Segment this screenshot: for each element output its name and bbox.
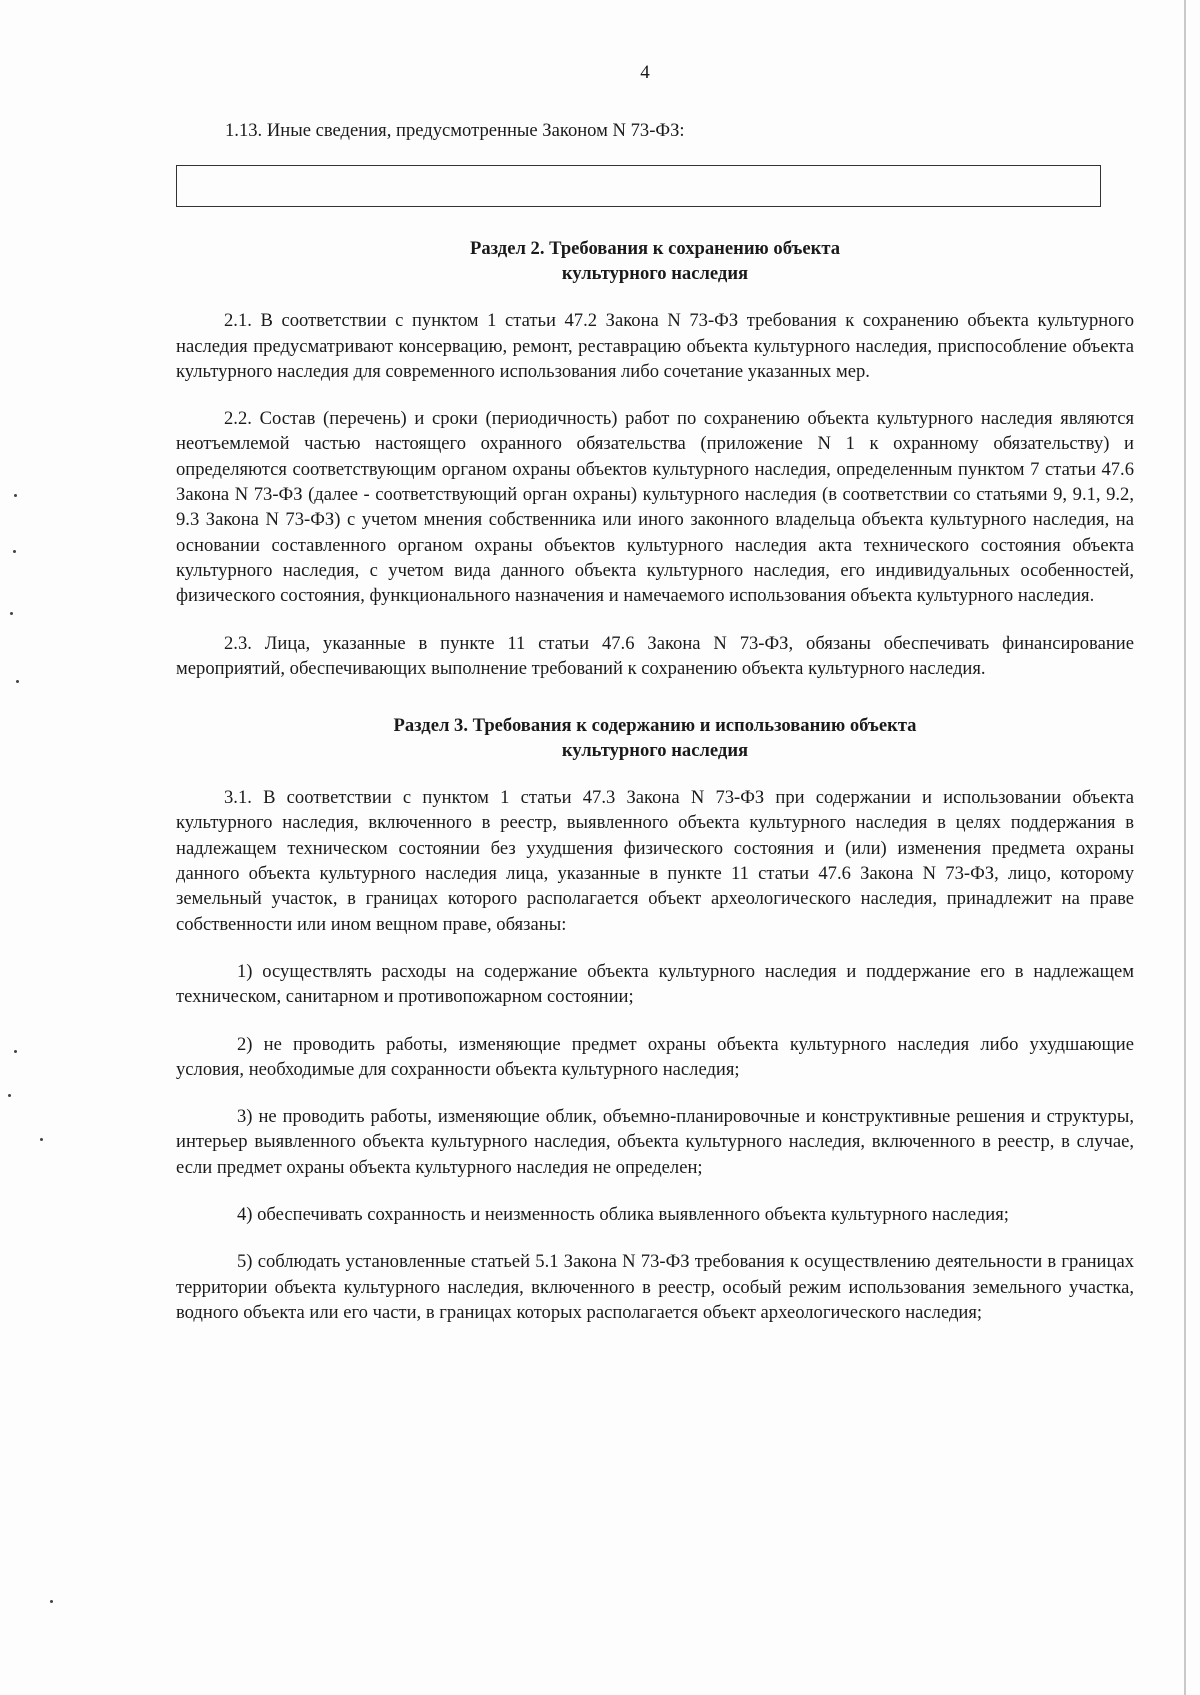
document-body	[176, 118, 1134, 1325]
item-1-13: 1.13. Иные сведения, предусмотренные Законом N 73-ФЗ:	[225, 120, 685, 141]
section-3-heading	[176, 713, 1134, 763]
blank-field-box	[176, 165, 1101, 207]
paragraph-2-1: 2.1. В соответствии с пунктом 1 статьи 47.2 Закона N 73-ФЗ требования к сохранению объекта культурного наследия предусматривают консервацию, ремонт, реставрацию объекта культурного наследия, приспособление объекта культурного наследия для современного использования либо сочетание указанных мер.	[176, 310, 1134, 382]
paragraph-2-2: 2.2. Состав (перечень) и сроки (периодичность) работ по сохранению объекта культурного наследия являются неотъемлемой частью настоящего охранного обязательства (приложение N 1 к охранному обязательству) и определяются соответствующим органом охраны объектов культурного наследия, определенным пунктом 7 статьи 47.6 Закона N 73-ФЗ (далее - соответствующий орган охраны) культурного наследия (в соответствии со статьями 9, 9.1, 9.2, 9.3 Закона N 73-ФЗ) с учетом мнения собственника или иного законного владельца объекта культурного наследия, на основании составленного органом охраны объектов культурного наследия акта технического состояния объекта культурного наследия, с учетом вида данного объекта культурного наследия, его индивидуальных особенностей, физического состояния, функционального назначения и намечаемого использования объекта культурного наследия.	[176, 408, 1134, 607]
subitem-5: 5) соблюдать установленные статьей 5.1 Закона N 73-ФЗ требования к осуществлению деятельности в границах территории объекта культурного наследия, включенного в реестр, особый режим использования земельного участка, водного объекта или его части, в границах которых располагается объект археологического наследия;	[176, 1251, 1134, 1323]
scan-speck	[40, 1138, 43, 1141]
section-3-heading-line2: культурного наследия	[561, 740, 749, 762]
page-number: 4	[640, 62, 650, 83]
subitem-4: 4) обеспечивать сохранность и неизменность облика выявленного объекта культурного наследия;	[237, 1204, 1009, 1226]
scan-speck	[13, 550, 16, 553]
scan-speck	[14, 1050, 17, 1053]
scan-speck	[50, 1600, 53, 1603]
paragraph-2-3: 2.3. Лица, указанные в пункте 11 статьи 47.6 Закона N 73-ФЗ, обязаны обеспечивать финансирование мероприятий, обеспечивающих выполнение требований к сохранению объекта культурного наследия.	[176, 632, 1134, 679]
section-2-heading	[176, 236, 1134, 286]
scan-speck	[16, 680, 19, 683]
subitem-3: 3) не проводить работы, изменяющие облик, объемно-планировочные и конструктивные решения и структуры, интерьер выявленного объекта культурного наследия, объекта культурного наследия, включенного в реестр, в случае, если предмет охраны объекта культурного наследия не определен;	[176, 1106, 1134, 1178]
scan-speck	[10, 612, 13, 615]
section-2-heading-line2: культурного наследия	[561, 263, 749, 285]
scan-speck	[8, 1094, 11, 1097]
section-3-heading-line1: Раздел 3. Требования к содержанию и использованию объекта	[393, 715, 917, 737]
subitem-1: 1) осуществлять расходы на содержание объекта культурного наследия и поддержание его в надлежащем техническом, санитарном и противопожарном состоянии;	[176, 960, 1134, 1008]
section-2-heading-line1: Раздел 2. Требования к сохранению объекта	[470, 238, 840, 260]
page-edge-shadow	[1184, 0, 1186, 1695]
paragraph-3-1: 3.1. В соответствии с пунктом 1 статьи 47.3 Закона N 73-ФЗ при содержании и использовании объекта культурного наследия, включенного в реестр, выявленного объекта культурного наследия в целях поддержания в надлежащем техническом состоянии без ухудшения физического состояния и (или) изменения предмета охраны данного объекта культурного наследия лица, указанные в пункте 11 статьи 47.6 Закона N 73-ФЗ, лицо, которому земельный участок, в границах которого располагается объект археологического наследия, принадлежит на праве собственности или ином вещном праве, обязаны:	[176, 787, 1134, 935]
subitem-2: 2) не проводить работы, изменяющие предмет охраны объекта культурного наследия либо ухудшающие условия, необходимые для сохранности объекта культурного наследия;	[176, 1033, 1134, 1080]
scan-speck	[14, 494, 17, 497]
